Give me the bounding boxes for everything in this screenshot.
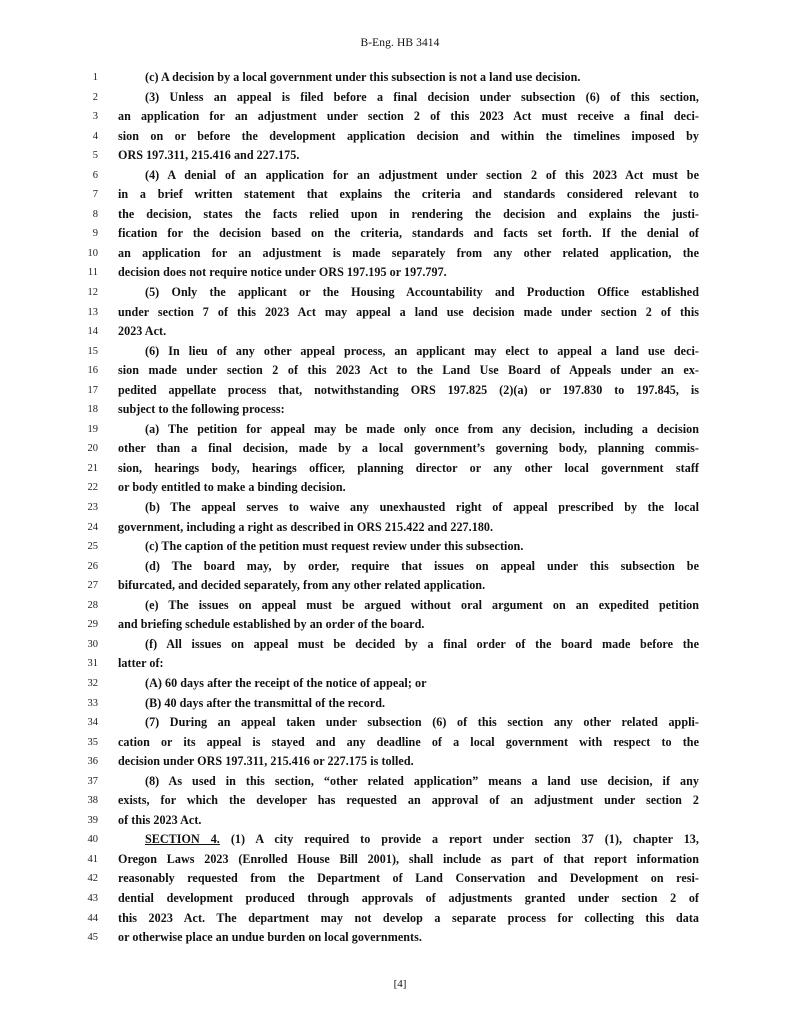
line-text: under section 7 of this 2023 Act may appeal a land use decision made under section 2 of this — [118, 304, 699, 319]
line-number: 33 — [87, 697, 98, 709]
line-text: (4) A denial of an application for an adjustment under section 2 of this 2023 Act must be — [145, 167, 699, 182]
document-header: B-Eng. HB 3414 — [360, 37, 440, 49]
text-line — [0, 674, 800, 694]
text-line — [0, 791, 800, 811]
line-number: 4 — [92, 130, 98, 142]
text-line — [0, 68, 800, 88]
line-number: 25 — [87, 541, 98, 553]
line-text: the decision, states the facts relied upon in rendering the decision and explains the justi- — [118, 206, 699, 221]
line-number: 39 — [87, 814, 98, 826]
line-text: bifurcated, and decided separately, from any other related application. — [118, 578, 486, 593]
line-text: reasonably requested from the Department of Land Conservation and Development on resi- — [118, 871, 699, 886]
line-text: decision under ORS 197.311, 215.416 or 227.175 is tolled. — [118, 754, 414, 769]
line-number: 19 — [87, 423, 98, 435]
text-line — [0, 596, 800, 616]
line-number: 31 — [87, 658, 98, 670]
text-line — [0, 127, 800, 147]
line-text: decision does not require notice under ORS 197.195 or 197.797. — [118, 265, 447, 280]
line-text: subject to the following process: — [118, 402, 285, 417]
line-number: 1 — [92, 72, 98, 83]
line-text: this 2023 Act. The department may not develop a separate process for collecting this data — [118, 910, 699, 925]
line-number: 45 — [87, 932, 98, 944]
text-line — [0, 615, 800, 635]
text-line — [0, 772, 800, 792]
page-number: [4] — [393, 978, 407, 990]
line-text: Oregon Laws 2023 (Enrolled House Bill 2001), shall include as part of that report information — [118, 851, 699, 866]
text-line — [0, 459, 800, 479]
line-number: 17 — [87, 384, 98, 396]
text-line — [0, 518, 800, 538]
text-line — [0, 869, 800, 889]
line-number: 3 — [92, 111, 98, 123]
line-number: 36 — [87, 756, 98, 768]
line-text: (6) In lieu of any other appeal process, an applicant may elect to appeal a land use deci- — [145, 343, 699, 358]
text-line — [0, 166, 800, 186]
line-text: or body entitled to make a binding decision. — [118, 480, 346, 495]
text-line — [0, 654, 800, 674]
line-text: or otherwise place an undue burden on local governments. — [118, 930, 422, 945]
line-text: sion on or before the development application decision and within the timelines imposed by — [118, 128, 699, 143]
line-text: in a brief written statement that explains the criteria and standards considered relevant to — [118, 187, 699, 202]
line-text: an application for an adjustment is made separately from any other related application, the — [118, 245, 699, 260]
text-line — [0, 439, 800, 459]
line-number: 28 — [87, 599, 98, 611]
text-line — [0, 107, 800, 127]
line-text: (e) The issues on appeal must be argued without oral argument on an expedited petition — [145, 597, 699, 612]
line-text: government, including a right as described in ORS 215.422 and 227.180. — [118, 519, 494, 534]
text-line — [0, 361, 800, 381]
line-number: 6 — [92, 169, 98, 181]
text-line — [0, 420, 800, 440]
text-line — [0, 185, 800, 205]
line-number: 22 — [87, 482, 98, 494]
line-number: 30 — [87, 638, 98, 650]
line-text: (b) The appeal serves to waive any unexhausted right of appeal prescribed by the local — [145, 500, 699, 515]
line-number: 23 — [87, 502, 98, 514]
line-number: 43 — [87, 892, 98, 904]
text-line — [0, 713, 800, 733]
line-text: (d) The board may, by order, require that issues on appeal under this subsection be — [145, 558, 699, 573]
line-text: (B) 40 days after the transmittal of the record. — [145, 695, 386, 710]
line-number: 24 — [87, 521, 98, 533]
line-number: 29 — [87, 619, 98, 631]
text-line — [0, 263, 800, 283]
line-text: (7) During an appeal taken under subsection (6) of this section any other related appli- — [145, 715, 699, 730]
line-text: (8) As used in this section, “other related application” means a land use decision, if any — [145, 773, 699, 788]
line-number: 32 — [87, 677, 98, 689]
text-line — [0, 909, 800, 929]
text-line — [0, 694, 800, 714]
line-text: (c) A decision by a local government under this subsection is not a land use decision. — [145, 70, 581, 84]
line-number: 26 — [87, 560, 98, 572]
line-text — [145, 830, 699, 850]
line-text: (f) All issues on appeal must be decided by a final order of the board made before the — [145, 636, 699, 651]
line-text: latter of: — [118, 656, 164, 671]
line-number: 34 — [87, 717, 98, 729]
text-line — [0, 342, 800, 362]
text-line — [0, 322, 800, 342]
line-text: (A) 60 days after the receipt of the notice of appeal; or — [145, 675, 427, 690]
text-line — [0, 576, 800, 596]
line-text: sion, hearings body, hearings officer, planning director or any other local government staff — [118, 460, 699, 475]
line-number: 27 — [87, 580, 98, 592]
text-line — [0, 244, 800, 264]
bill-text — [0, 68, 800, 948]
line-number: 13 — [87, 306, 98, 318]
line-number: 9 — [92, 228, 98, 240]
line-text: of this 2023 Act. — [118, 812, 202, 827]
line-number: 8 — [92, 208, 98, 220]
text-line — [0, 928, 800, 948]
line-text: fication for the decision based on the criteria, standards and facts set forth. If the denial of — [118, 226, 699, 241]
text-line — [0, 498, 800, 518]
line-number: 40 — [87, 834, 98, 846]
text-line — [0, 752, 800, 772]
line-text: sion made under section 2 of this 2023 Act to the Land Use Board of Appeals under an ex- — [118, 363, 699, 378]
line-text: pedited appellate process that, notwithstanding ORS 197.825 (2)(a) or 197.830 to 197.845, is — [118, 382, 699, 397]
line-text: (a) The petition for appeal may be made only once from any decision, including a decision — [145, 421, 699, 436]
text-line — [0, 205, 800, 225]
line-text: and briefing schedule established by an order of the board. — [118, 617, 425, 632]
section-text: (1) A city required to provide a report under section 37 (1), chapter 13, — [219, 832, 699, 847]
text-line — [0, 850, 800, 870]
line-number: 2 — [92, 91, 98, 103]
line-number: 12 — [87, 287, 98, 299]
line-text: exists, for which the developer has requested an approval of an adjustment under section 2 — [118, 793, 699, 808]
line-text: (3) Unless an appeal is filed before a final decision under subsection (6) of this section, — [145, 89, 699, 104]
text-line — [0, 283, 800, 303]
text-line — [0, 146, 800, 166]
text-line — [0, 400, 800, 420]
line-number: 15 — [87, 345, 98, 357]
line-number: 38 — [87, 795, 98, 807]
line-number: 11 — [87, 267, 98, 279]
text-line — [0, 889, 800, 909]
line-number: 7 — [92, 189, 98, 201]
section-heading: SECTION 4. — [145, 832, 220, 847]
line-text: ORS 197.311, 215.416 and 227.175. — [118, 148, 300, 163]
text-line — [0, 830, 800, 850]
text-line — [0, 537, 800, 557]
line-number: 14 — [87, 326, 98, 338]
line-number: 16 — [87, 365, 98, 377]
line-text: 2023 Act. — [118, 324, 167, 339]
text-line — [0, 811, 800, 831]
line-text: dential development produced through approvals of adjustments granted under section 2 of — [118, 890, 699, 905]
line-number: 18 — [87, 404, 98, 416]
line-text: cation or its appeal is stayed and any deadline of a local government with respect to the — [118, 734, 699, 749]
line-number: 37 — [87, 775, 98, 787]
line-number: 42 — [87, 873, 98, 885]
line-number: 10 — [87, 247, 98, 259]
line-number: 21 — [87, 462, 98, 474]
line-number: 5 — [92, 150, 98, 162]
text-line — [0, 557, 800, 577]
text-line — [0, 381, 800, 401]
text-line — [0, 733, 800, 753]
line-text: an application for an adjustment under section 2 of this 2023 Act must receive a final deci- — [118, 109, 699, 124]
line-text: (5) Only the applicant or the Housing Accountability and Production Office established — [145, 285, 699, 300]
line-text: (c) The caption of the petition must request review under this subsection. — [145, 539, 524, 554]
line-number: 41 — [87, 853, 98, 865]
line-number: 20 — [87, 443, 98, 455]
line-text: other than a final decision, made by a local government’s governing body, planning commis- — [118, 441, 699, 456]
text-line — [0, 88, 800, 108]
text-line — [0, 635, 800, 655]
text-line — [0, 478, 800, 498]
line-number: 44 — [87, 912, 98, 924]
line-number: 35 — [87, 736, 98, 748]
text-line — [0, 224, 800, 244]
text-line — [0, 303, 800, 323]
